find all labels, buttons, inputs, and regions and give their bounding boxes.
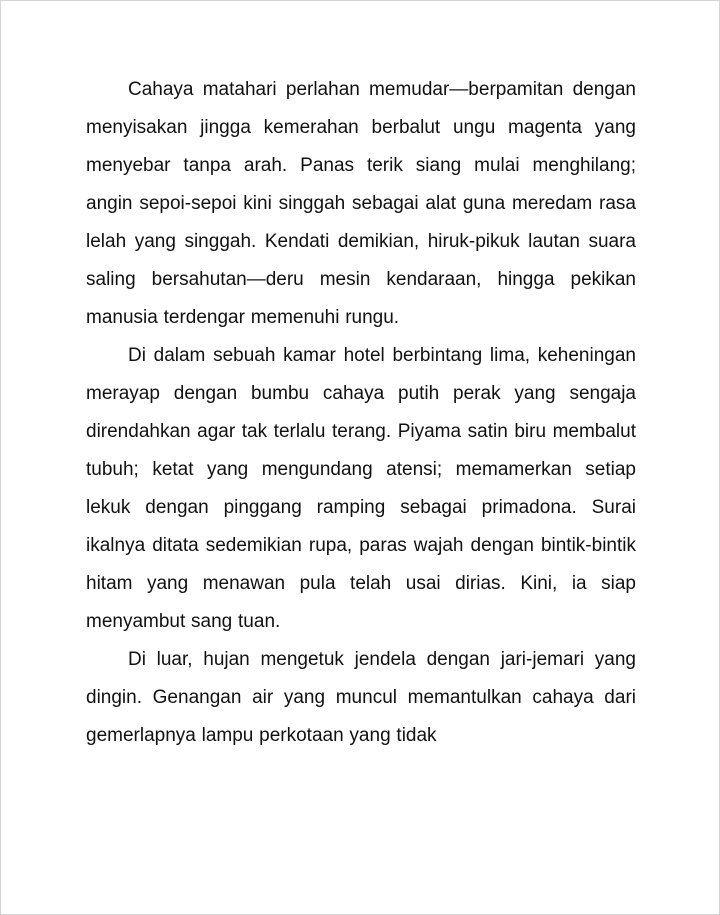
paragraph-3: Di luar, hujan mengetuk jendela dengan jari-jemari yang dingin. Genangan air yang muncul memantulkan cahaya dari gemerlapnya lampu perkotaan yang tidak bbox=[86, 649, 636, 746]
document-body bbox=[86, 71, 636, 755]
paragraph-1: Cahaya matahari perlahan memudar—berpamitan dengan menyisakan jingga kemerahan berbalut ungu magenta yang menyebar tanpa arah. Panas terik siang mulai menghilang; angin sepoi-sepoi kini singgah sebagai alat guna meredam rasa lelah yang singgah. Kendati demikian, hiruk-pikuk lautan suara saling bersahutan—deru mesin kendaraan, hingga pekikan manusia terdengar memenuhi rungu. bbox=[86, 79, 636, 328]
paragraph-2: Di dalam sebuah kamar hotel berbintang lima, keheningan merayap dengan bumbu cahaya putih perak yang sengaja direndahkan agar tak terlalu terang. Piyama satin biru membalut tubuh; ketat yang mengundang atensi; memamerkan setiap lekuk dengan pinggang ramping sebagai primadona. Surai ikalnya ditata sedemikian rupa, paras wajah dengan bintik-bintik hitam yang menawan pula telah usai dirias. Kini, ia siap menyambut sang tuan. bbox=[86, 345, 636, 632]
